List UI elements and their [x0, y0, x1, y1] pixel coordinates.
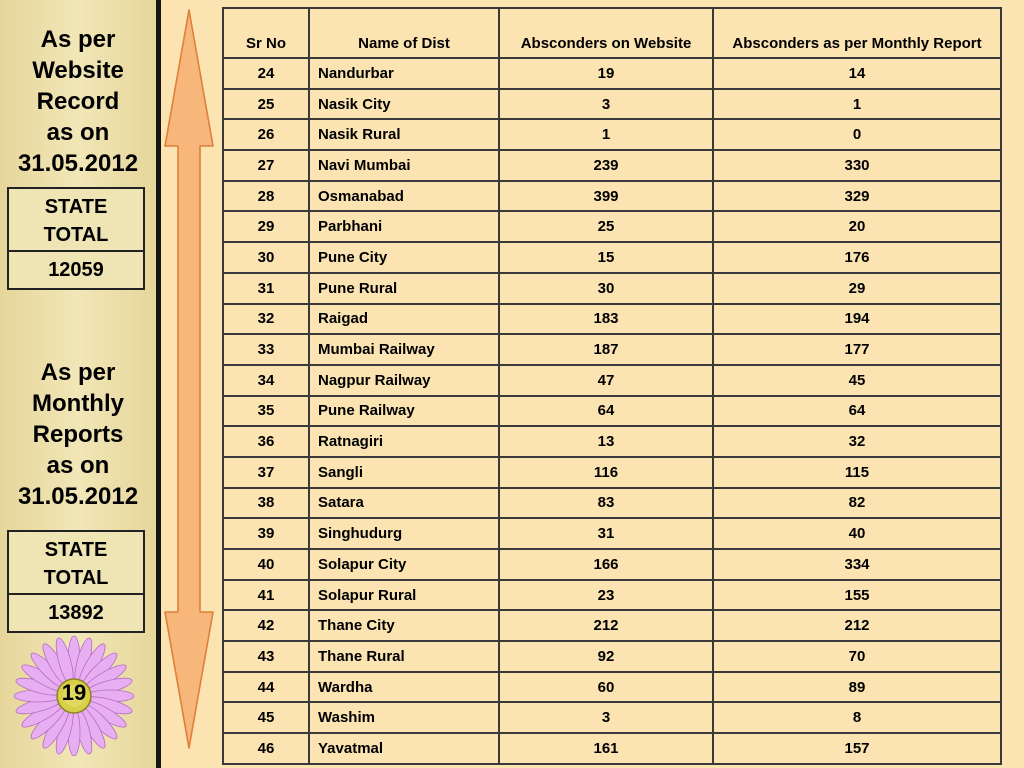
district-cell: Parbhani	[309, 211, 499, 242]
monthly-count-cell: 29	[713, 273, 1001, 304]
sr-no-cell: 40	[223, 549, 309, 580]
heading-line: As per	[40, 359, 116, 386]
table-row	[223, 181, 1001, 212]
monthly-state-total-value: 13892	[48, 602, 104, 624]
district-cell: Thane City	[309, 610, 499, 641]
table-row	[223, 426, 1001, 457]
col-monthly-report: Absconders as per Monthly Report	[713, 8, 1001, 58]
monthly-count-cell: 40	[713, 518, 1001, 549]
website-count-cell: 83	[499, 488, 713, 519]
monthly-count-cell: 155	[713, 580, 1001, 611]
absconders-table-wrap	[222, 7, 1002, 765]
heading-line: 31.05.2012	[17, 150, 139, 177]
district-cell: Sangli	[309, 457, 499, 488]
sr-no-cell: 35	[223, 396, 309, 427]
website-count-cell: 212	[499, 610, 713, 641]
website-count-cell: 25	[499, 211, 713, 242]
sr-no-cell: 36	[223, 426, 309, 457]
table-row	[223, 610, 1001, 641]
monthly-count-cell: 334	[713, 549, 1001, 580]
monthly-count-cell: 1	[713, 89, 1001, 120]
heading-line: Monthly	[32, 390, 124, 417]
district-cell: Solapur City	[309, 549, 499, 580]
sr-no-cell: 26	[223, 119, 309, 150]
sr-no-cell: 46	[223, 733, 309, 764]
district-cell: Pune Railway	[309, 396, 499, 427]
heading-line: 31.05.2012	[17, 483, 139, 510]
table-row	[223, 119, 1001, 150]
website-count-cell: 60	[499, 672, 713, 703]
col-website: Absconders on Website	[499, 8, 713, 58]
website-count-cell: 1	[499, 119, 713, 150]
monthly-count-cell: 82	[713, 488, 1001, 519]
table-row	[223, 396, 1001, 427]
heading-line: Reports	[32, 421, 124, 448]
table-row	[223, 672, 1001, 703]
table-row	[223, 733, 1001, 764]
sr-no-cell: 29	[223, 211, 309, 242]
heading-line: Website	[32, 57, 124, 84]
sr-no-cell: 38	[223, 488, 309, 519]
table-row	[223, 58, 1001, 89]
website-count-cell: 3	[499, 89, 713, 120]
district-cell: Mumbai Railway	[309, 334, 499, 365]
monthly-count-cell: 8	[713, 702, 1001, 733]
table-row	[223, 488, 1001, 519]
sr-no-cell: 25	[223, 89, 309, 120]
table-row	[223, 89, 1001, 120]
state-label-line: TOTAL	[43, 224, 109, 246]
table-row	[223, 580, 1001, 611]
district-cell: Solapur Rural	[309, 580, 499, 611]
monthly-count-cell: 329	[713, 181, 1001, 212]
district-cell: Nasik Rural	[309, 119, 499, 150]
district-cell: Yavatmal	[309, 733, 499, 764]
website-count-cell: 13	[499, 426, 713, 457]
monthly-count-cell: 176	[713, 242, 1001, 273]
table-header-row	[223, 8, 1001, 58]
website-count-cell: 47	[499, 365, 713, 396]
website-count-cell: 3	[499, 702, 713, 733]
sr-no-cell: 41	[223, 580, 309, 611]
district-cell: Satara	[309, 488, 499, 519]
table-row	[223, 150, 1001, 181]
table-body	[223, 58, 1001, 764]
state-label-line: TOTAL	[43, 567, 109, 589]
sr-no-cell: 34	[223, 365, 309, 396]
col-district: Name of Dist	[309, 8, 499, 58]
district-cell: Osmanabad	[309, 181, 499, 212]
sr-no-cell: 43	[223, 641, 309, 672]
table-row	[223, 365, 1001, 396]
table-row	[223, 334, 1001, 365]
website-count-cell: 183	[499, 304, 713, 335]
monthly-count-cell: 0	[713, 119, 1001, 150]
monthly-count-cell: 70	[713, 641, 1001, 672]
table-row	[223, 273, 1001, 304]
district-cell: Raigad	[309, 304, 499, 335]
website-state-total-value: 12059	[48, 259, 104, 281]
district-cell: Nasik City	[309, 89, 499, 120]
sr-no-cell: 45	[223, 702, 309, 733]
monthly-count-cell: 14	[713, 58, 1001, 89]
monthly-count-cell: 157	[713, 733, 1001, 764]
sr-no-cell: 31	[223, 273, 309, 304]
sr-no-cell: 28	[223, 181, 309, 212]
absconders-table	[222, 7, 1002, 765]
district-cell: Pune City	[309, 242, 499, 273]
sr-no-cell: 39	[223, 518, 309, 549]
website-count-cell: 92	[499, 641, 713, 672]
heading-line: Record	[36, 88, 120, 115]
district-cell: Nandurbar	[309, 58, 499, 89]
state-label-line: STATE	[44, 196, 108, 218]
page-number: 19	[61, 680, 87, 705]
district-cell: Singhudurg	[309, 518, 499, 549]
district-cell: Wardha	[309, 672, 499, 703]
website-record-heading	[0, 24, 156, 179]
monthly-reports-heading	[0, 357, 156, 512]
sr-no-cell: 24	[223, 58, 309, 89]
double-arrow-icon	[161, 8, 217, 750]
monthly-count-cell: 115	[713, 457, 1001, 488]
website-count-cell: 64	[499, 396, 713, 427]
monthly-count-cell: 177	[713, 334, 1001, 365]
col-sr-no: Sr No	[223, 8, 309, 58]
monthly-count-cell: 64	[713, 396, 1001, 427]
state-total-label	[9, 532, 143, 595]
district-cell: Thane Rural	[309, 641, 499, 672]
district-cell: Washim	[309, 702, 499, 733]
website-count-cell: 23	[499, 580, 713, 611]
sr-no-cell: 37	[223, 457, 309, 488]
table-row	[223, 518, 1001, 549]
table-row	[223, 211, 1001, 242]
sr-no-cell: 42	[223, 610, 309, 641]
monthly-count-cell: 32	[713, 426, 1001, 457]
website-count-cell: 116	[499, 457, 713, 488]
table-row	[223, 457, 1001, 488]
table-row	[223, 641, 1001, 672]
district-cell: Pune Rural	[309, 273, 499, 304]
table-row	[223, 702, 1001, 733]
website-count-cell: 239	[499, 150, 713, 181]
website-count-cell: 399	[499, 181, 713, 212]
heading-line: As per	[40, 26, 116, 53]
table-row	[223, 242, 1001, 273]
website-count-cell: 19	[499, 58, 713, 89]
website-count-cell: 15	[499, 242, 713, 273]
district-cell: Navi Mumbai	[309, 150, 499, 181]
monthly-count-cell: 45	[713, 365, 1001, 396]
district-cell: Ratnagiri	[309, 426, 499, 457]
website-count-cell: 161	[499, 733, 713, 764]
monthly-count-cell: 212	[713, 610, 1001, 641]
monthly-count-cell: 20	[713, 211, 1001, 242]
sr-no-cell: 27	[223, 150, 309, 181]
district-cell: Nagpur Railway	[309, 365, 499, 396]
monthly-state-total-box	[7, 530, 145, 633]
monthly-count-cell: 330	[713, 150, 1001, 181]
website-state-total-box	[7, 187, 145, 290]
heading-line: as on	[46, 452, 110, 479]
sr-no-cell: 32	[223, 304, 309, 335]
website-count-cell: 187	[499, 334, 713, 365]
website-count-cell: 31	[499, 518, 713, 549]
state-total-label	[9, 189, 143, 252]
sr-no-cell: 44	[223, 672, 309, 703]
monthly-count-cell: 194	[713, 304, 1001, 335]
website-count-cell: 30	[499, 273, 713, 304]
table-row	[223, 304, 1001, 335]
website-count-cell: 166	[499, 549, 713, 580]
heading-line: as on	[46, 119, 110, 146]
monthly-count-cell: 89	[713, 672, 1001, 703]
sr-no-cell: 30	[223, 242, 309, 273]
sr-no-cell: 33	[223, 334, 309, 365]
table-row	[223, 549, 1001, 580]
state-label-line: STATE	[44, 539, 108, 561]
